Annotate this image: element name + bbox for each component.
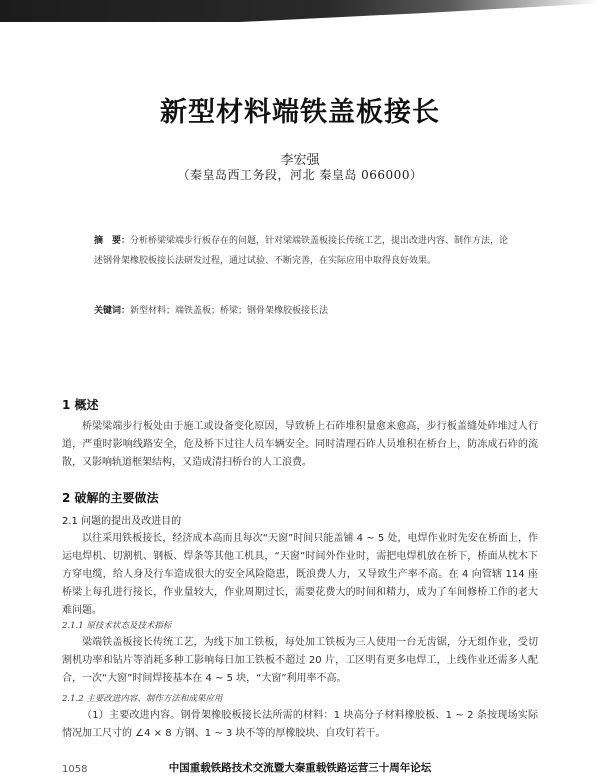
subsection-2-1-2-heading: 2.1.2 主要改进内容、制作方法和成果应用 xyxy=(62,694,223,704)
paper-title: 新型材料端铁盖板接长 xyxy=(160,97,440,128)
section-1-heading: 1 概述 xyxy=(62,398,99,412)
abstract-text: 分析桥梁梁端步行板存在的问题，针对梁端铁盖板接长传统工艺，提出改进内容、制作方法，论述钢骨架橡胶板接长法研发过程，通过试验、不断完善，在实际应用中取得良好效果。 xyxy=(94,236,509,266)
page-number: 1058 xyxy=(62,764,88,775)
author-affiliation: （秦皇岛西工务段，河北 秦皇岛 066000） xyxy=(177,168,423,182)
keywords-block xyxy=(94,304,509,318)
page-footer: 中国重载铁路技术交流暨大秦重载铁路运营三十周年论坛 xyxy=(168,762,432,774)
abstract-block xyxy=(94,231,509,271)
keywords-text: 新型材料；端铁盖板；桥梁；钢骨架橡胶板接长法 xyxy=(130,306,329,316)
keywords-label: 关键词： xyxy=(94,306,131,316)
subsection-2-1-1-paragraph: 梁端铁盖板接长传统工艺，为线下加工铁板，每处加工铁板为三人使用一台无齿锯，分无组作业，受切割机功率和钻片等消耗多种工影响每日加工铁板不超过 20 片，工区明有更多电焊工，上线作业还需多人配合，一次“大窗”时间焊接基本在 4 ~ 5 块，“大窗”利用率不高。 xyxy=(62,637,538,684)
subsection-2-1-heading: 2.1 问题的提出及改进目的 xyxy=(62,516,182,527)
section-2-heading: 2 破解的主要做法 xyxy=(62,491,159,505)
section-1-paragraph: 桥梁梁端步行板处由于施工或设备变化原因，导致桥上石砟堆积量愈来愈高，步行板盖缝处砟堆过人行道，严重时影响线路安全，危及桥下过往人员车辆安全。同时清理石砟人员堆积在桥台上，防冻成石砟的流散，又影响轨道框架结构，又造成清扫桥台的人工浪费。 xyxy=(62,421,538,468)
subsection-2-1-2-paragraph: （1）主要改进内容。钢骨架橡胶板接长法所需的材料：1 块高分子材料橡胶板、1 ~ 2 条按现场实际情况加工尺寸的 ∠4 × 8 方钢、1 ~ 3 块不等的厚橡胶块、自攻钉若干。 xyxy=(62,710,538,739)
author-name: 李宏强 xyxy=(280,153,320,168)
abstract-label: 摘 要： xyxy=(94,236,131,246)
scan-shadow xyxy=(0,0,600,22)
subsection-2-1-1-heading: 2.1.1 原技术状态及技术指标 xyxy=(62,621,172,631)
subsection-2-1-paragraph: 以往采用铁板接长，经济成本高而且每次“天窗”时间只能盖铺 4 ~ 5 处，电焊作业时先安在桥面上，作运电焊机、切割机、钢板、焊条等其他工机具，“天窗”时间外作业时，需把电焊机放在桥下，桥面从枕木下方穿电缆，给人身及行车造成很大的安全风险隐患，既浪费人力，又导致生产率不高。在 4 向管辖 114 座桥梁上每孔进行接长，作业量较大，作业周期过长，需要花费大的时间和精力，成为了车间修桥工作的老大难问题。 xyxy=(62,533,538,616)
